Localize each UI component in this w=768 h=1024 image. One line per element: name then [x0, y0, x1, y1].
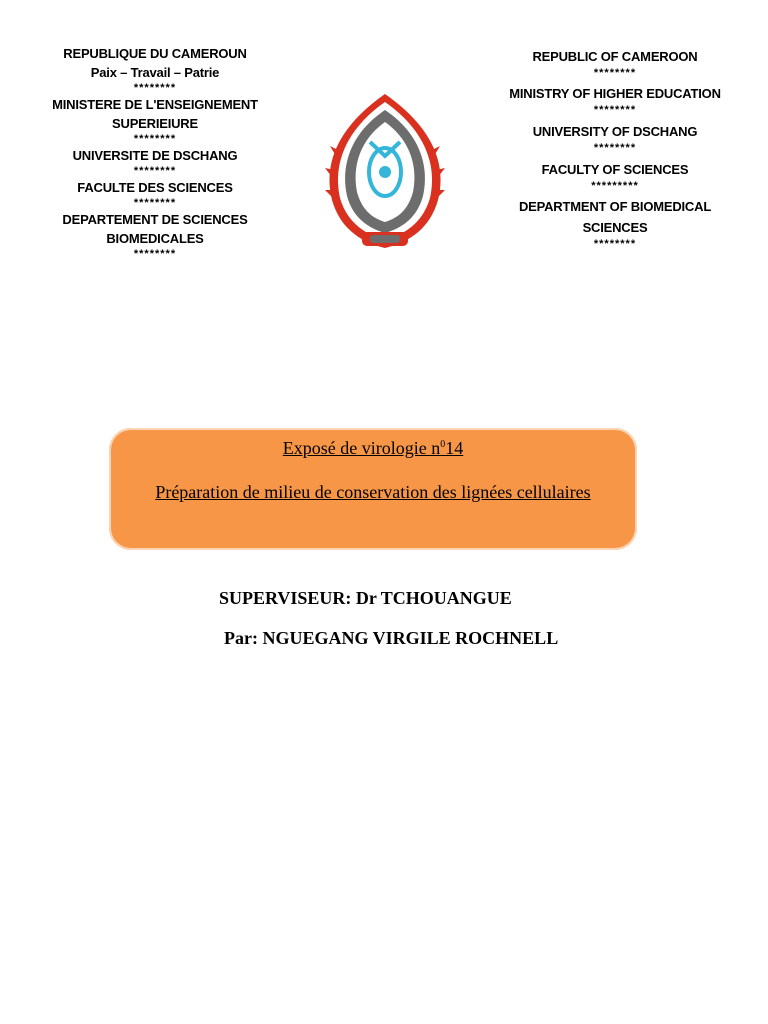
separator: ********* [591, 180, 639, 192]
title-box [109, 428, 637, 550]
department-en: DEPARTMENT OF BIOMEDICAL SCIENCES [518, 199, 712, 235]
motto-fr: Paix – Travail – Patrie [90, 65, 220, 80]
separator: ******** [133, 82, 177, 94]
header-right [505, 46, 725, 251]
separator: ******** [593, 142, 637, 154]
separator: ******** [593, 238, 637, 250]
emblem-icon [320, 90, 450, 255]
university-en: UNIVERSITY OF DSCHANG [532, 124, 698, 139]
superscript: 0 [440, 439, 446, 450]
supervisor-line: SUPERVISEUR: Dr TCHOUANGUE [219, 588, 512, 608]
department-fr: DEPARTEMENT DE SCIENCES BIOMEDICALES [62, 212, 248, 246]
country-fr: REPUBLIQUE DU CAMEROUN [63, 46, 247, 61]
ministry-en: MINISTRY OF HIGHER EDUCATION [509, 86, 721, 101]
separator: ******** [593, 104, 637, 116]
expose-subject: Préparation de milieu de conservation des lignées cellulaires [155, 482, 591, 502]
separator: ******** [133, 133, 177, 145]
separator: ******** [133, 197, 177, 209]
university-emblem [320, 90, 450, 255]
author-line: Par: NGUEGANG VIRGILE ROCHNELL [224, 628, 559, 648]
header-left [40, 44, 270, 261]
country-en: REPUBLIC OF CAMEROON [532, 49, 698, 64]
faculty-fr: FACULTE DES SCIENCES [77, 180, 233, 195]
expose-title: Exposé de virologie $n^014$ [282, 438, 464, 458]
separator: ******** [133, 248, 177, 260]
separator: ******** [593, 67, 637, 79]
separator: ******** [133, 165, 177, 177]
ministry-fr: MINISTERE DE L'ENSEIGNEMENT SUPERIEIURE [52, 97, 258, 131]
faculty-en: FACULTY OF SCIENCES [541, 162, 689, 177]
university-fr: UNIVERSITE DE DSCHANG [72, 148, 238, 163]
